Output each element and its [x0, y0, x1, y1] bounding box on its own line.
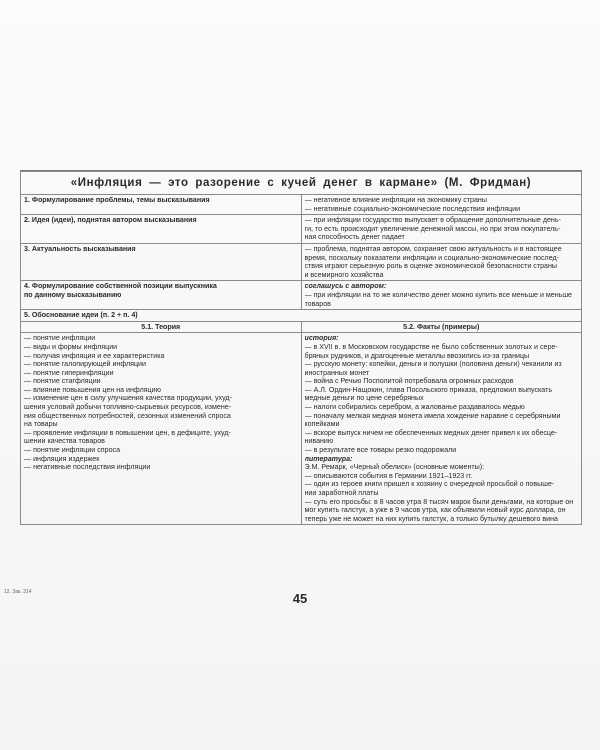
table-row [21, 195, 582, 215]
fact-line: — суть его просьбы: в 8 часов утра 8 тысяч марок были деньгами, на которые он [304, 497, 574, 506]
fact-line: копейками [304, 420, 340, 429]
fact-line: — А.Л. Ордин-Нащокин, глава Посольского приказа, предложил выпускать [304, 385, 553, 394]
row-label [21, 281, 302, 310]
fact-line: бряных рудников, и драгоценные металлы ввозились из-за границы [304, 351, 530, 360]
fact-line: — война с Речью Посполитой потребовала огромных расходов [304, 377, 514, 386]
row-content [301, 281, 582, 310]
fact-line: — в результате все товары резко подорожали [304, 446, 457, 455]
col-facts-header: 5.2. Факты (примеры) [301, 321, 582, 333]
theory-line: — изменение цен в силу улучшения качества продукции, ухуд- [24, 394, 232, 403]
text-line: — негативное влияние инфляции на экономику страны [304, 196, 487, 204]
row-label: 3. Актуальность высказывания [21, 243, 302, 280]
theory-line: — понятие стагфляции [24, 377, 101, 386]
fact-line: — один из героев книги пришел к хозяину с очередной просьбой о повыше- [304, 480, 555, 489]
fact-line: мог купить галстук, а уже в 9 часов утра, как объявили новый курс доллара, он [304, 506, 566, 515]
text-line: — проблема, поднятая автором, сохраняет свою актуальность и в настоящее [304, 244, 562, 253]
text-line: — при инфляции на то же количество денег можно купить все меньше и меньше [304, 290, 572, 299]
text-line: ствия играют серьезную роль в оценке экономической безопасности страны [304, 262, 557, 271]
theory-line: — понятие гиперинфляции [24, 368, 114, 377]
col-theory-header: 5.1. Теория [21, 321, 302, 333]
table-row [21, 215, 582, 244]
row-content [301, 215, 582, 244]
text-line: ги, то есть происходит увеличение денежной массы, но при этом покупатель- [304, 224, 561, 233]
theory-line: — виды и формы инфляции [24, 342, 118, 351]
row-label: 2. Идея (идеи), поднятая автором высказывания [21, 215, 302, 244]
table-row [21, 281, 582, 310]
table-row [21, 310, 582, 322]
table-title: «Инфляция — это разорение с кучей денег в кармане» (М. Фридман) [21, 172, 582, 195]
text-line: по данному высказыванию [24, 290, 122, 299]
row-label: 1. Формулирование проблемы, темы высказывания [21, 195, 302, 215]
theory-line: — получая инфляция и ее характеристика [24, 351, 165, 360]
text-line: и всемирного хозяйства [304, 270, 384, 279]
theory-line: шении качества товаров [24, 437, 105, 446]
theory-line: — понятие галопирующей инфляции [24, 360, 146, 369]
text-line: — негативные социально-экономические последствия инфляции [304, 204, 521, 213]
row5-label: 5. Обоснование идеи (п. 2 + п. 4) [21, 310, 582, 322]
fact-line: — поначалу мелкая медная монета имела хождение наравне с серебряными [304, 411, 561, 420]
table-row [21, 321, 582, 333]
theory-line: — негативные последствия инфляции [24, 463, 151, 472]
table-row [21, 243, 582, 280]
essay-plan-table [20, 170, 582, 525]
fact-line: нии заработной платы [304, 489, 379, 497]
fact-line: — вскоре выпуск ничем не обеспеченных медных денег привел к их обесце- [304, 428, 558, 437]
theory-line: — инфляция издержек [24, 454, 100, 463]
print-note: 12. Зак. 314 [4, 589, 32, 595]
theory-line: ния общественных потребностей, сезонных изменений спроса [24, 411, 231, 420]
text-line: — при инфляции государство выпускает в обращение дополнительные день- [304, 216, 561, 225]
theory-line: — влияние повышения цен на инфляцию [24, 385, 161, 394]
table-row [21, 333, 582, 525]
literature-heading: литература: [304, 454, 353, 463]
history-heading: история: [304, 334, 339, 343]
theory-line: — понятие инфляции спроса [24, 446, 121, 455]
fact-line: — в XVII в. в Московском государстве не было собственных золотых и сере- [304, 342, 558, 351]
fact-line: медные деньги по цене серебряных [304, 394, 424, 403]
fact-line: ниванию [304, 437, 334, 446]
fact-line: — налоги собирались серебром, а жалованье раздавалось медью [304, 403, 525, 412]
text-line: время, поскольку показатели инфляции и социально-экономические послед- [304, 253, 559, 262]
fact-line: Э.М. Ремарк, «Черный обелиск» (основные моменты): [304, 463, 485, 472]
fact-line: — описываются события в Германии 1921–1923 гг. [304, 471, 473, 480]
theory-line: — проявление инфляции в повышении цен, в дефиците, ухуд- [24, 428, 231, 437]
fact-line: — русскую монету: копейки, деньги и полушки (половина деньги) чеканили из [304, 360, 562, 369]
page-number: 45 [292, 591, 308, 606]
row-content [301, 195, 582, 215]
theory-line: на товары [24, 420, 58, 429]
fact-line: иностранных монет [304, 368, 370, 377]
text-line: 4. Формулирование собственной позиции выпускника [24, 282, 217, 291]
facts-column [301, 333, 582, 525]
theory-line: шения условий добычи топливно-сырьевых ресурсов, измене- [24, 403, 232, 412]
row-content [301, 243, 582, 280]
theory-line: — понятие инфляции [24, 334, 96, 343]
fact-line: теперь уже не может на них купить галстук, а только бутылку дешевого вина [304, 514, 558, 523]
text-line: ная способность денег падает [304, 233, 405, 242]
text-line: товаров [304, 299, 331, 308]
section-heading: соглашусь с автором: [304, 282, 387, 291]
theory-column [21, 333, 302, 525]
